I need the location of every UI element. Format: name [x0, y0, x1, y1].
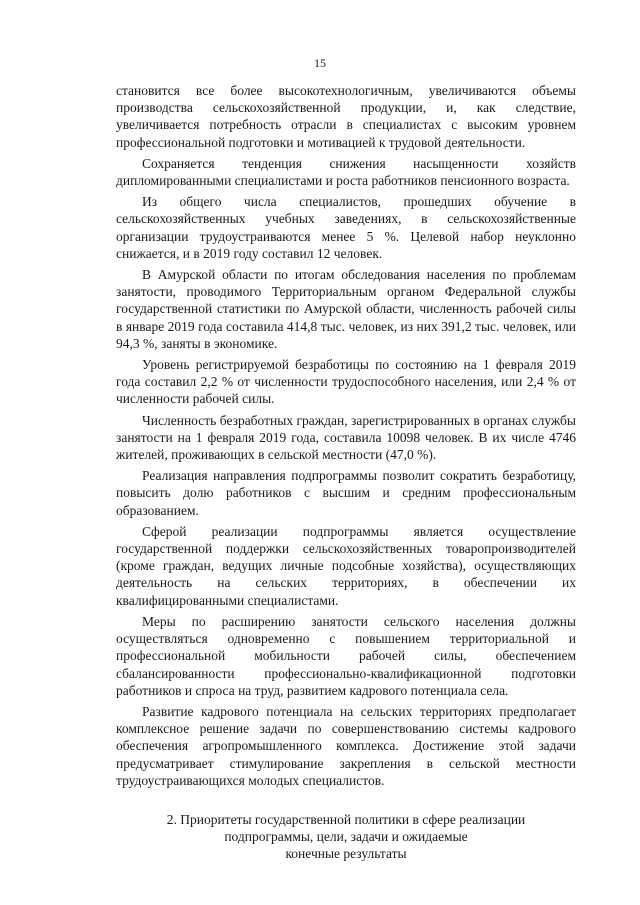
- paragraph: Численность безработных граждан, зарегистрированных в органах службы занятости на 1 февраля 2019 года, составила 10098 человек. В их числе 4746 жителей, проживающих в сельской местности (47,0 %).: [116, 412, 576, 463]
- page-number: 15: [314, 56, 326, 70]
- section-heading-line: конечные результаты: [285, 846, 407, 862]
- paragraph: Сферой реализации подпрограммы является осуществление государственной поддержки сельскохозяйственных товаропроизводителей (кроме граждан, ведущих личные подсобные хозяйства), осуществляющих деятельность на сельских территориях, в обеспечении их квалифицированными специалистами.: [116, 523, 576, 608]
- paragraph: Сохраняется тенденция снижения насыщенности хозяйств дипломированными специалистами и роста работников пенсионного возраста.: [116, 155, 576, 189]
- paragraph: Реализация направления подпрограммы позволит сократить безработицу, повысить долю работников с высшим и средним профессиональным образованием.: [116, 468, 576, 518]
- paragraph: Из общего числа специалистов, прошедших обучение в сельскохозяйственных учебных заведениях, в сельскохозяйственные организации трудоустраиваются менее 5 %. Целевой набор неуклонно снижается, и в 2019 году составил 12 человек.: [116, 194, 576, 261]
- paragraph: В Амурской области по итогам обследования населения по проблемам занятости, проводимого Территориальным органом Федеральной службы государственной статистики по Амурской области, численность рабочей силы в январе 2019 года составила 414,8 тыс. человек, из них 391,2 тыс. человек, или 94,3 %, заняты в экономике.: [116, 267, 576, 351]
- paragraph: Развитие кадрового потенциала на сельских территориях предполагает комплексное решение задачи по совершенствованию системы кадрового обеспечения агропромышленного комплекса. Достижение этой задачи предусматривает стимулирование закрепления в сельской местности трудоустраивающихся молодых специалистов.: [116, 703, 576, 788]
- paragraph: Уровень регистрируемой безработицы по состоянию на 1 февраля 2019 года составил 2,2 % от численности трудоспособного населения, или 2,4 % от численности рабочей силы.: [116, 357, 576, 407]
- paragraph: Меры по расширению занятости сельского населения должны осуществляться одновременно с повышением территориальной и профессиональной мобильности рабочей силы, обеспечением сбалансированности профессионально-квалификационной подготовки работников и спроса на труд, развитием кадрового потенциала села.: [116, 613, 576, 698]
- section-heading-line: подпрограммы, цели, задачи и ожидаемые: [224, 829, 468, 845]
- paragraph-continuation: становится все более высокотехнологичным, увеличиваются объемы производства сельскохозяйственной продукции, и, как следствие, увеличивается потребность отрасли в специалистах с высоким уровнем профессиональной подготовки и мотивацией к трудовой деятельности.: [116, 83, 576, 150]
- section-heading-line: 2. Приоритеты государственной политики в сфере реализации: [166, 811, 526, 827]
- body-text: [116, 82, 576, 863]
- section-heading: [116, 811, 576, 863]
